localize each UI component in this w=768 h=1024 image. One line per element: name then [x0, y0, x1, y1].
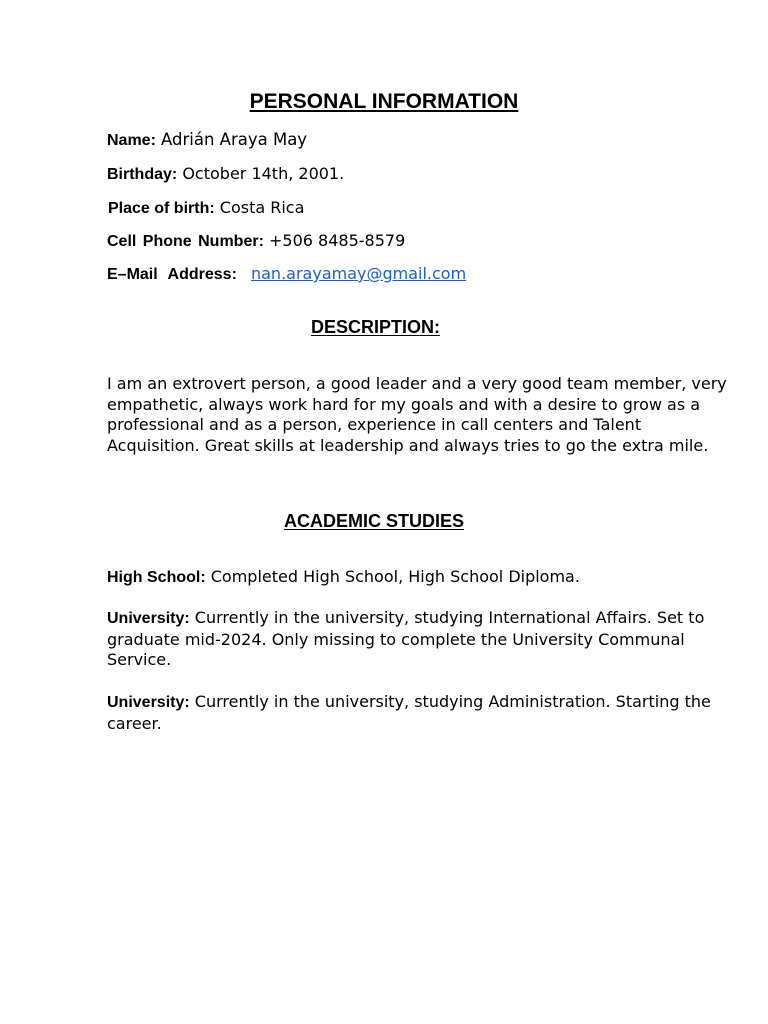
university-entry-international-affairs: [107, 608, 727, 671]
description-paragraph: I am an extrovert person, a good leader and a very good team member, very empathetic, always work hard for my goals and with a desire to grow as a professional and as a person, experience in call centers and Talent Acquisition. Great skills at leadership and always tries to go the extra mile.: [107, 374, 727, 456]
place-of-birth-value: Costa Rica: [219, 198, 305, 217]
cell-phone-label: Cell Phone Number:: [107, 233, 264, 250]
birthday-value: October 14th, 2001.: [182, 164, 345, 183]
high-school-text: Completed High School, High School Diploma.: [210, 567, 580, 586]
birthday-row: [107, 164, 344, 185]
name-label: Name:: [107, 132, 156, 149]
description-heading: DESCRIPTION:: [311, 317, 441, 337]
email-label: E–Mail Address:: [107, 266, 237, 283]
place-of-birth-row: [108, 198, 304, 219]
high-school-label: High School:: [107, 569, 206, 586]
high-school-entry: [107, 567, 727, 589]
email-row: [107, 264, 466, 285]
name-value: Adrián Araya May: [161, 130, 308, 149]
personal-information-heading: PERSONAL INFORMATION: [249, 90, 519, 113]
name-row: [107, 130, 307, 151]
university-text: Currently in the university, studying International Affairs. Set to graduate mid-2024. Only missing to complete the University Communal Service.: [107, 608, 705, 670]
cell-phone-value: +506 8485-8579: [269, 231, 406, 250]
place-of-birth-label: Place of birth:: [108, 200, 215, 217]
university-label: University:: [107, 610, 190, 627]
email-link[interactable]: nan.arayamay@gmail.com: [250, 264, 467, 283]
cell-phone-row: [107, 231, 405, 252]
university-entry-administration: [107, 692, 727, 734]
academic-studies-heading: ACADEMIC STUDIES: [284, 511, 465, 531]
university-text: Currently in the university, studying Administration. Starting the career.: [107, 692, 711, 733]
birthday-label: Birthday:: [107, 166, 178, 183]
university-label: University:: [107, 694, 190, 711]
